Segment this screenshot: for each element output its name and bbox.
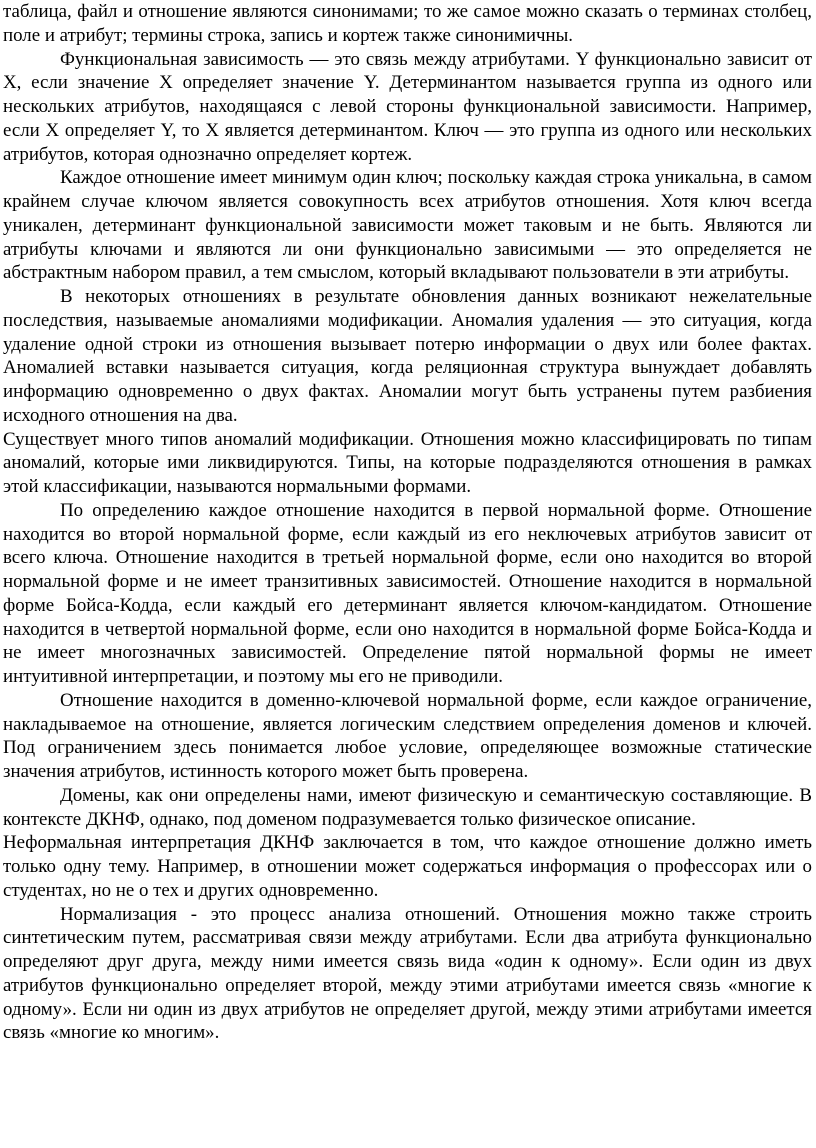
paragraph-modification-anomalies: В некоторых отношениях в результате обновления данных возникают нежелательные последствия, называемые аномалиями модификации. Аномалия удаления — это ситуация, когда удаление одной строки из отношения вызывает потерю информации о двух или более фактах. Аномалией вставки называется ситуация, когда реляционная структура вынуждает добавлять информацию одновременно о двух фактах. Аномалии могут быть устранены путем разбиения исходного отношения на два. <box>3 286 812 426</box>
paragraph-functional-dependency: Функциональная зависимость — это связь между атрибутами. Y функционально зависит от X, если значение X определяет значение Y. Детерминантом называется группа из одного или нескольких атрибутов, находящаяся с левой стороны функциональной зависимости. Например, если X определяет Y, то X является детерминантом. Ключ — это группа из одного или нескольких атрибутов, которая однозначно определяет кортеж. <box>3 48 812 165</box>
paragraph-anomaly-types: Существует много типов аномалий модификации. Отношения можно классифицировать по типам аномалий, которые ими ликвидируются. Типы, на которые подразделяются отношения в рамках этой классификации, называются нормальными формами. <box>3 428 812 497</box>
paragraph-dknf-interpretation: Неформальная интерпретация ДКНФ заключается в том, что каждое отношение должно иметь только одну тему. Например, в отношении может содержаться информация о профессорах или о студентах, но не о тех и других одновременно. <box>3 832 812 901</box>
paragraph-synonyms-continuation: таблица, файл и отношение являются синонимами; то же самое можно сказать о терминах столбец, поле и атрибут; термины строка, запись и кортеж также синонимичны. <box>3 1 812 46</box>
paragraph-domains: Домены, как они определены нами, имеют физическую и семантическую составляющие. В контексте ДКНФ, однако, под доменом подразумевается только физическое описание. <box>3 784 812 830</box>
paragraph-keys: Каждое отношение имеет минимум один ключ; поскольку каждая строка уникальна, в самом крайнем случае ключом является совокупность всех атрибутов отношения. Хотя ключ всегда уникален, детерминант функциональной зависимости может таковым и не быть. Являются ли атрибуты ключами и являются ли они функционально зависимыми — это определяется не абстрактным набором правил, а тем смыслом, который вкладывают пользователи в эти атрибуты. <box>3 167 812 284</box>
paragraph-normal-forms: По определению каждое отношение находится в первой нормальной форме. Отношение находится во второй нормальной форме, если каждый из его неключевых атрибутов зависит от всего ключа. Отношение находится в третьей нормальной форме, если оно находится во второй нормальной форме и не имеет транзитивных зависимостей. Отношение находится в нормальной форме Бойса-Кодда, если каждый его детерминант является ключом-кандидатом. Отношение находится в четвертой нормальной форме, если оно находится в нормальной форме Бойса-Кодда и не имеет многозначных зависимостей. Определение пятой нормальной формы не имеет интуитивной интерпретации, и поэтому мы его не приводили. <box>3 499 812 687</box>
paragraph-normalization: Нормализация - это процесс анализа отношений. Отношения можно также строить синтетическим путем, рассматривая связи между атрибутами. Если два атрибута функционально определяют друг друга, между ними имеется связь вида «один к одному». Если один из двух атрибутов функционально определяет второй, между этими атрибутами имеется связь «многие к одному». Если ни один из двух атрибутов не определяет другой, между этими атрибутами имеется связь «многие ко многим». <box>3 903 812 1044</box>
paragraph-dknf-definition: Отношение находится в доменно-ключевой нормальной форме, если каждое ограничение, накладываемое на отношение, является логическим следствием определения доменов и ключей. Под ограничением здесь понимается любое условие, определяющее возможные статические значения атрибутов, истинность которого может быть проверена. <box>3 689 812 782</box>
